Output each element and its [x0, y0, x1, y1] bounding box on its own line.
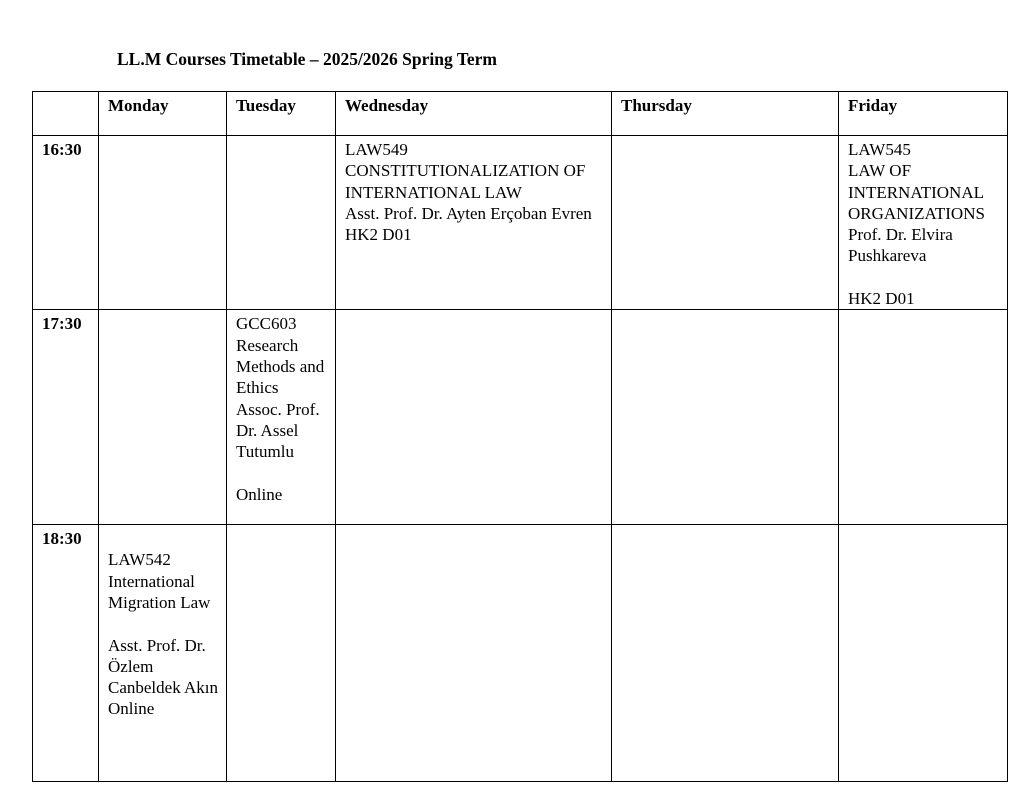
course-title: Research Methods and Ethics [236, 335, 329, 398]
empty-cell [612, 525, 839, 782]
time-cell: 16:30 [33, 136, 99, 310]
empty-cell [227, 136, 336, 310]
course-cell-law549 [336, 136, 612, 310]
course-instructor: Asst. Prof. Dr. Ayten Erçoban Evren [345, 203, 592, 223]
timetable [32, 91, 1008, 782]
header-time-corner [33, 92, 99, 136]
header-wednesday: Wednesday [336, 92, 612, 136]
empty-cell [227, 525, 336, 782]
course-code: LAW549 [345, 140, 408, 159]
empty-cell [99, 136, 227, 310]
header-monday: Monday [99, 92, 227, 136]
course-room: Online [236, 484, 283, 504]
course-title: CONSTITUTIONALIZATION OF INTERNATIONAL LAW [345, 161, 590, 202]
course-room: Online [108, 699, 155, 719]
blank-line [236, 462, 335, 483]
page-title: LL.M Courses Timetable – 2025/2026 Spring Term [117, 49, 498, 69]
header-thursday: Thursday [612, 92, 839, 136]
empty-cell [336, 525, 612, 782]
course-instructor: Prof. Dr. Elvira Pushkareva [848, 225, 958, 266]
course-code: LAW542 [108, 550, 171, 570]
course-title: LAW OF INTERNATIONAL ORGANIZATIONS [848, 161, 988, 223]
course-title: International Migration Law [108, 571, 211, 612]
blank-line [848, 267, 1007, 288]
time-cell: 17:30 [33, 310, 99, 525]
empty-cell [99, 310, 227, 525]
course-code: LAW545 [848, 140, 911, 159]
course-room: HK2 D01 [848, 289, 915, 309]
empty-cell [612, 136, 839, 310]
slot-row-1630 [33, 136, 1008, 310]
header-friday: Friday [839, 92, 1008, 136]
slot-row-1730 [33, 310, 1008, 525]
course-cell-law545 [839, 136, 1008, 310]
blank-line [108, 613, 226, 634]
slot-row-1830 [33, 525, 1008, 782]
time-cell: 18:30 [33, 525, 99, 782]
course-instructor: Assoc. Prof. Dr. Assel Tutumlu [236, 399, 324, 462]
empty-cell [612, 310, 839, 525]
course-code: GCC603 [236, 314, 297, 334]
course-cell-gcc603 [227, 310, 336, 525]
empty-cell [839, 310, 1008, 525]
course-instructor: Asst. Prof. Dr. Özlem Canbeldek Akın [108, 635, 219, 698]
course-cell-law542 [99, 525, 227, 782]
course-room: HK2 D01 [345, 225, 412, 245]
empty-cell [336, 310, 612, 525]
header-tuesday: Tuesday [227, 92, 336, 136]
empty-cell [839, 525, 1008, 782]
header-row [33, 92, 1008, 136]
